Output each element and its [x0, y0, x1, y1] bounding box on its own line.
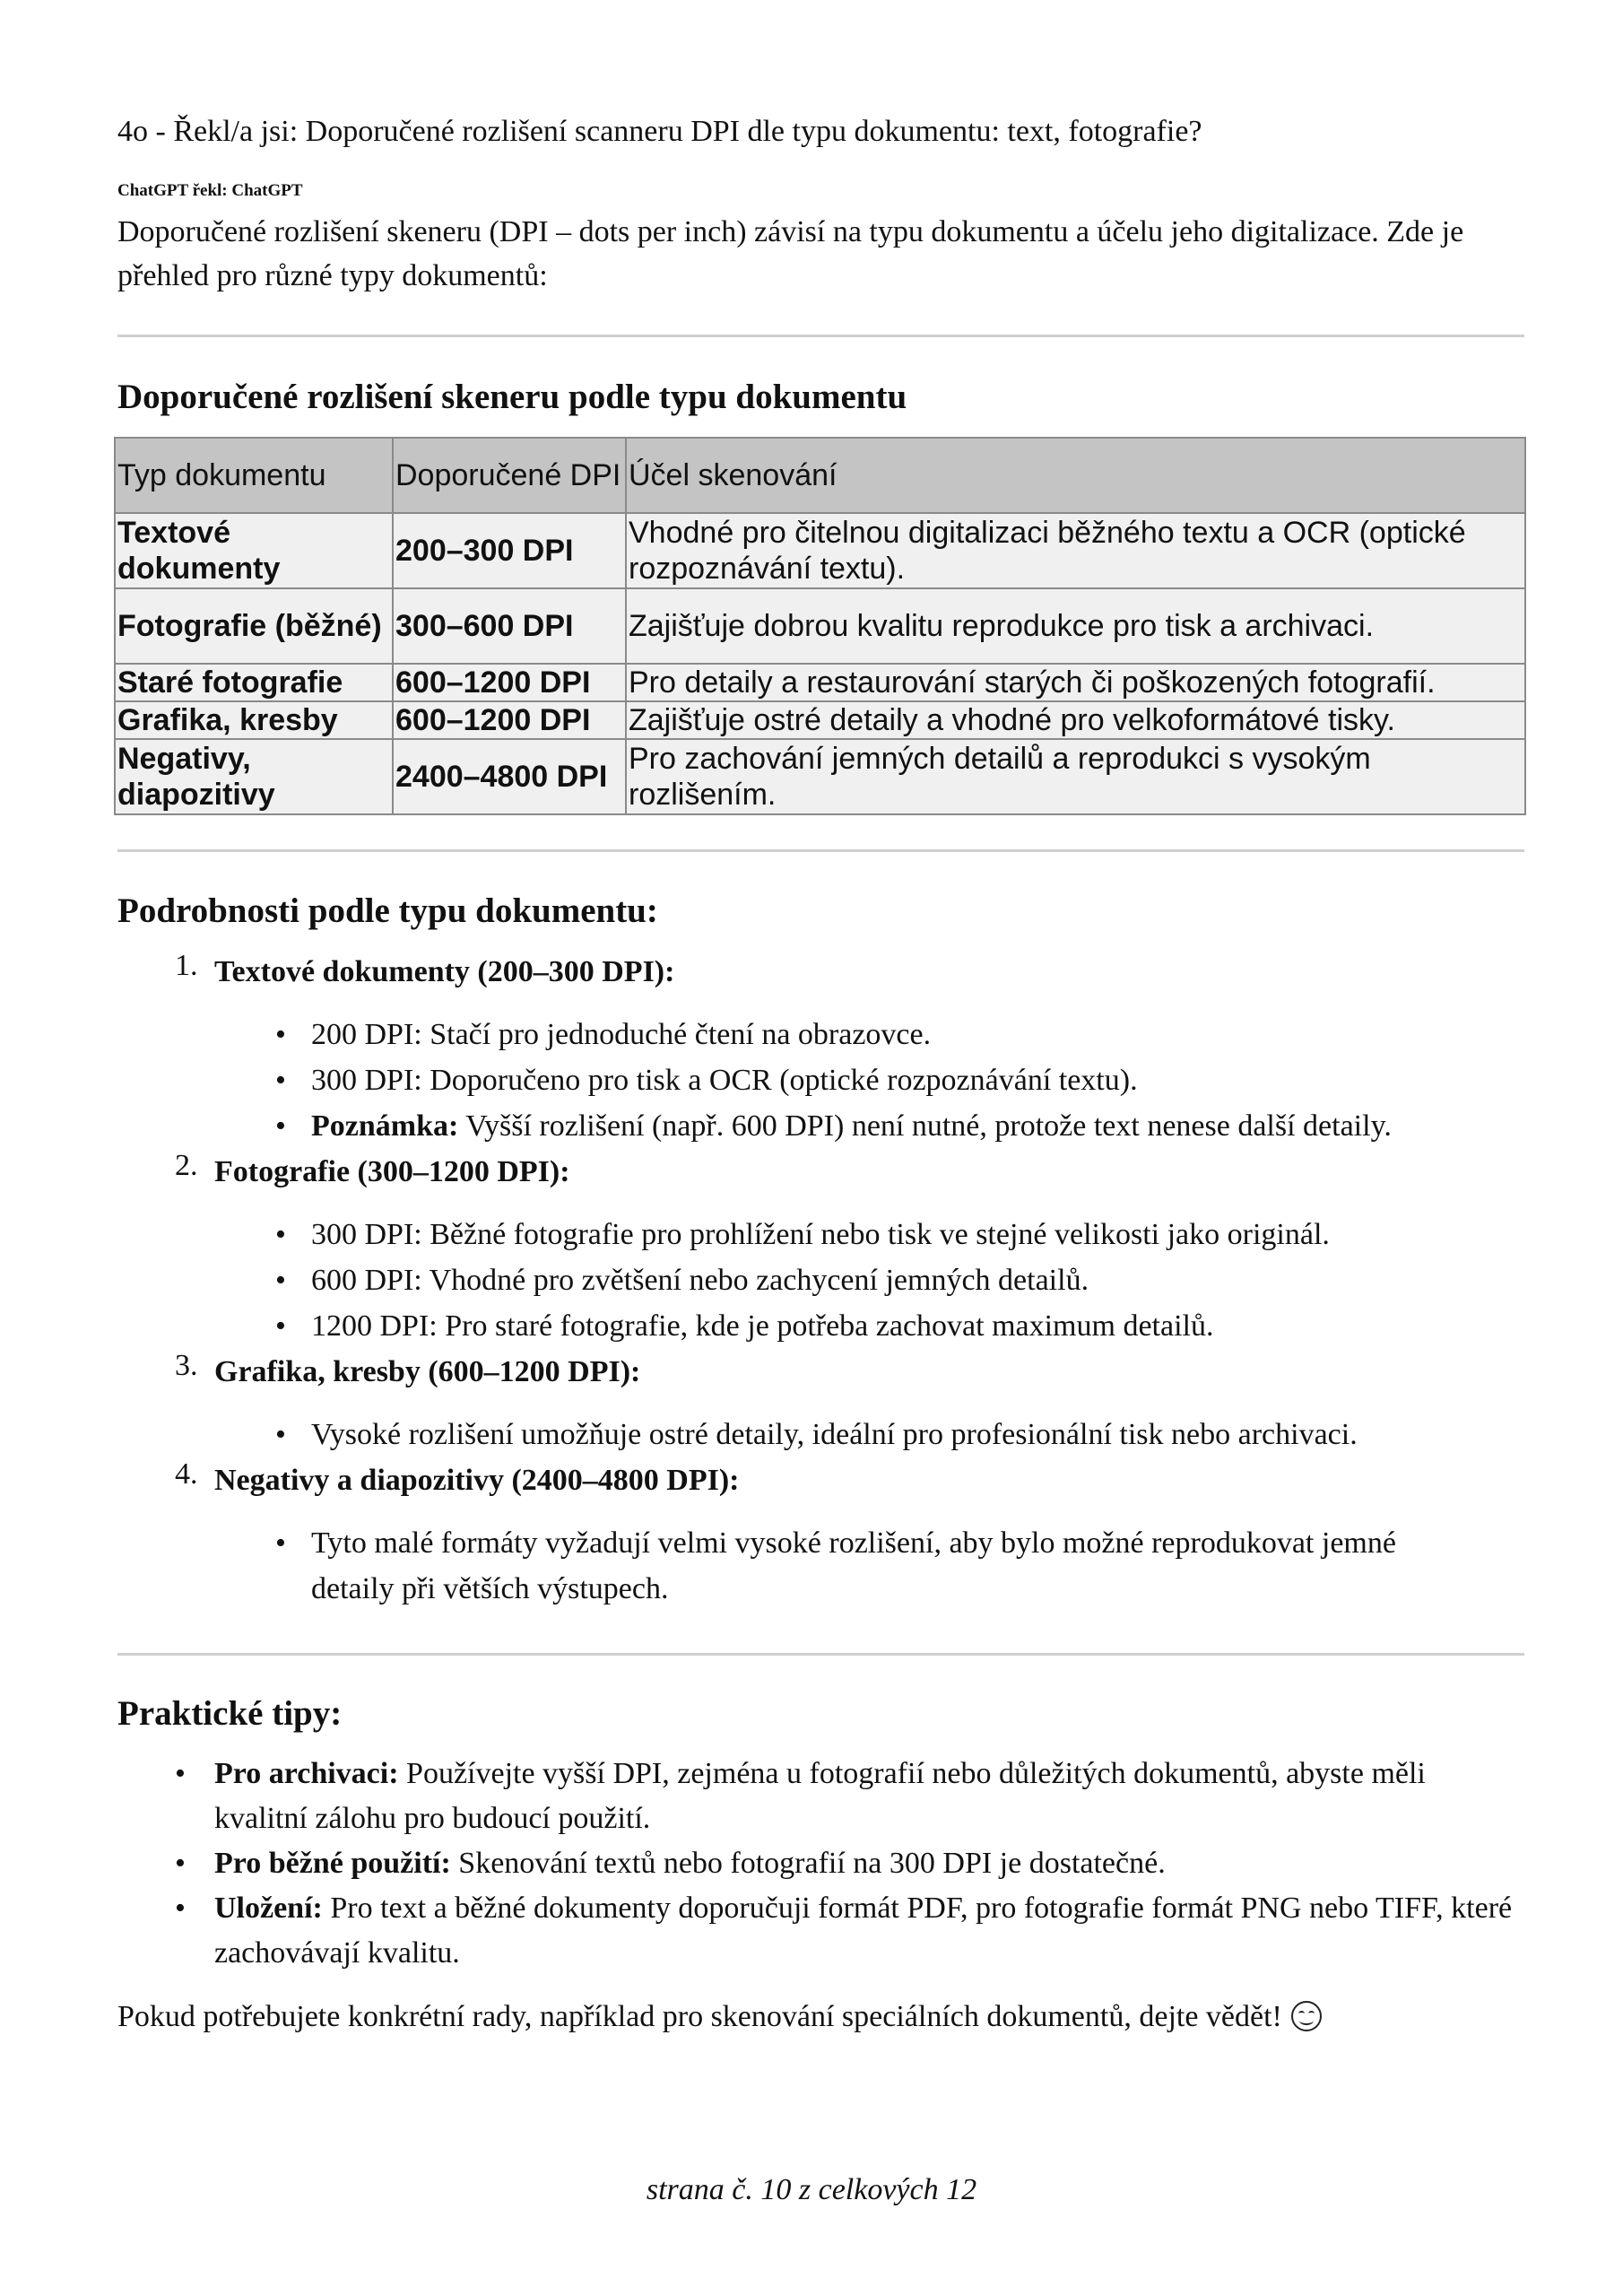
item-number: 3. — [175, 1349, 198, 1382]
tip-item: • Pro archivaci: Používejte vyšší DPI, zejména u fotografií nebo důležitých dokumentů, abyste měli kvalitní zálohu pro budoucí použití. — [117, 1752, 1516, 1841]
item-title: Textové dokumenty (200–300 DPI): — [214, 955, 675, 988]
bullet-icon: • — [175, 1892, 186, 1925]
speaker-label: ChatGPT řekl: ChatGPT — [117, 181, 303, 200]
item-title: Grafika, kresby (600–1200 DPI): — [214, 1355, 641, 1388]
tips-heading: Praktické tipy: — [117, 1694, 343, 1733]
sub-list — [117, 1012, 1534, 1149]
tip-item: • Uložení: Pro text a běžné dokumenty doporučuji formát PDF, pro fotografie formát PNG nebo TIFF, které zachovávají kvalitu. — [117, 1886, 1516, 1976]
item-title: Fotografie (300–1200 DPI): — [214, 1155, 570, 1188]
bullet-icon: • — [275, 1309, 286, 1343]
details-heading: Podrobnosti podle typu dokumentu: — [117, 891, 658, 930]
cell-purpose: Zajišťuje dobrou kvalitu reprodukce pro tisk a archivaci. — [626, 588, 1525, 664]
tip-label: Uložení: — [214, 1892, 323, 1925]
smiling-face-icon — [1291, 2001, 1322, 2031]
tip-label: Pro běžné použití: — [214, 1847, 451, 1880]
cell-type: Fotografie (běžné) — [115, 588, 393, 664]
divider — [117, 1653, 1524, 1656]
bullet-icon: • — [275, 1064, 286, 1097]
note-label: Poznámka: — [311, 1109, 459, 1143]
table-row — [115, 588, 1525, 664]
cell-dpi: 600–1200 DPI — [393, 701, 626, 739]
list-item: • 300 DPI: Běžné fotografie pro prohlížení nebo tisk ve stejné velikosti jako originál. — [117, 1212, 1534, 1257]
bullet-icon: • — [275, 1109, 286, 1143]
item-number: 4. — [175, 1457, 198, 1491]
bullet-icon: • — [175, 1847, 186, 1880]
details-item — [117, 1349, 1534, 1457]
table-heading: Doporučené rozlišení skeneru podle typu dokumentu — [117, 378, 907, 416]
cell-purpose: Pro detaily a restaurování starých či poškozených fotografií. — [626, 664, 1525, 701]
table-header-row — [115, 438, 1525, 513]
dpi-table — [114, 437, 1526, 815]
bullet-icon: • — [275, 1264, 286, 1297]
cell-purpose: Pro zachování jemných detailů a reprodukci s vysokým rozlišením. — [626, 739, 1525, 814]
cell-type: Textové dokumenty — [115, 513, 393, 588]
details-item — [117, 1457, 1534, 1612]
cell-type: Grafika, kresby — [115, 701, 393, 739]
cell-purpose: Zajišťuje ostré detaily a vhodné pro velkoformátové tisky. — [626, 701, 1525, 739]
page-footer: strana č. 10 z celkových 12 — [646, 2173, 977, 2206]
sub-list — [117, 1520, 1445, 1612]
cell-dpi: 200–300 DPI — [393, 513, 626, 588]
cell-dpi: 300–600 DPI — [393, 588, 626, 664]
divider — [117, 849, 1524, 852]
column-header: Typ dokumentu — [115, 438, 393, 513]
cell-dpi: 600–1200 DPI — [393, 664, 626, 701]
column-header: Účel skenování — [626, 438, 1525, 513]
table-row — [115, 739, 1525, 814]
table-row — [115, 513, 1525, 588]
bullet-icon: • — [275, 1418, 286, 1451]
list-item: • 1200 DPI: Pro staré fotografie, kde je potřeba zachovat maximum detailů. — [117, 1303, 1534, 1349]
divider — [117, 335, 1524, 337]
cell-type: Negativy, diapozitivy — [115, 739, 393, 814]
list-item: • Vysoké rozlišení umožňuje ostré detaily, ideální pro profesionální tisk nebo archivaci. — [117, 1412, 1534, 1457]
details-list — [117, 949, 1534, 1612]
tip-item: • Pro běžné použití: Skenování textů nebo fotografií na 300 DPI je dostatečné. — [117, 1841, 1516, 1886]
bullet-icon: • — [275, 1218, 286, 1251]
list-item: • 600 DPI: Vhodné pro zvětšení nebo zachycení jemných detailů. — [117, 1257, 1534, 1303]
list-item: • 300 DPI: Doporučeno pro tisk a OCR (optické rozpoznávání textu). — [117, 1057, 1534, 1103]
closing-paragraph — [117, 2000, 1322, 2034]
intro-paragraph: Doporučené rozlišení skeneru (DPI – dots per inch) závisí na typu dokumentu a účelu jeho digitalizace. Zde je přehled pro různé typy dokumentů: — [117, 215, 1464, 292]
details-item — [117, 949, 1534, 1149]
details-item — [117, 1149, 1534, 1349]
tips-list — [117, 1752, 1516, 1976]
list-item: • 200 DPI: Stačí pro jednoduché čtení na obrazovce. — [117, 1012, 1534, 1057]
cell-dpi: 2400–4800 DPI — [393, 739, 626, 814]
item-title: Negativy a diapozitivy (2400–4800 DPI): — [214, 1464, 740, 1497]
closing-text: Pokud potřebujete konkrétní rady, například pro skenování speciálních dokumentů, dejte vědět! — [117, 2000, 1282, 2033]
item-number: 2. — [175, 1149, 198, 1182]
tip-label: Pro archivaci: — [214, 1757, 399, 1790]
user-prompt: 4o - Řekl/a jsi: Doporučené rozlišení scanneru DPI dle typu dokumentu: text, fotografie? — [117, 115, 1202, 148]
sub-list — [117, 1212, 1534, 1349]
bullet-icon: • — [275, 1018, 286, 1051]
table-row — [115, 701, 1525, 739]
cell-purpose: Vhodné pro čitelnou digitalizaci běžného textu a OCR (optické rozpoznávání textu). — [626, 513, 1525, 588]
sub-list — [117, 1412, 1534, 1457]
item-number: 1. — [175, 949, 198, 982]
column-header: Doporučené DPI — [393, 438, 626, 513]
cell-type: Staré fotografie — [115, 664, 393, 701]
table-row — [115, 664, 1525, 701]
bullet-icon: • — [175, 1757, 186, 1790]
list-item: • Tyto malé formáty vyžadují velmi vysoké rozlišení, aby bylo možné reprodukovat jemné detaily při větších výstupech. — [117, 1520, 1445, 1612]
bullet-icon: • — [275, 1526, 286, 1560]
list-item: • Poznámka: Vyšší rozlišení (např. 600 DPI) není nutné, protože text nenese další detaily. — [117, 1103, 1534, 1149]
